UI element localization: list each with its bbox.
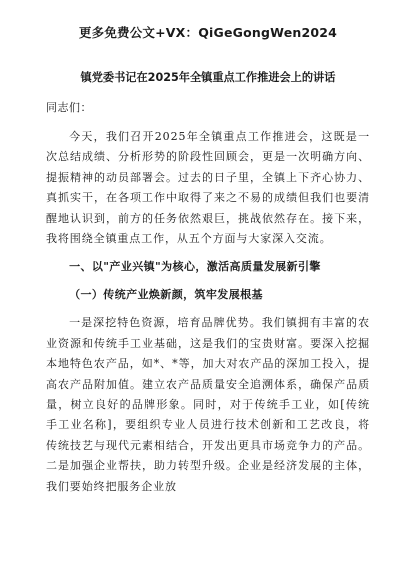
subsection-heading: （一）传统产业焕新颜，筑牢发展根基 — [69, 288, 263, 302]
document-title: 镇党委书记在2025年全镇重点工作推进会上的讲话 — [80, 71, 336, 84]
body-paragraph: 一是深挖特色资源，培育品牌优势。我们镇拥有丰富的农业资源和传统手工业基础，这是我们的宝贵财富。要深入挖掘本地特色农产品，如*、*等，加大对农产品的深加工投入，提高农产品附加值。建立农产品质量安全追溯体系，确保产品质量，树立良好的品牌形象。同时，对于传统手工业，如[传统手工业名称]，要组织专业人员进行技术创新和工艺改良，将传统技艺与现代元素相结合，开发出更具市场竞争力的产品。二是加强企业帮扶，助力转型升级。企业是经济发展的主体，我们要始终把服务企业放 — [46, 316, 370, 493]
section-heading: 一、以"产业兴镇"为核心，激活高质量发展新引擎 — [69, 260, 321, 274]
salutation: 同志们： — [46, 101, 92, 114]
intro-paragraph: 今天，我们召开2025年全镇重点工作推进会，这既是一次总结成绩、分析形势的阶段性回顾会，更是一次明确方向、提振精神的动员部署会。过去的日子里，全镇上下齐心协力、真抓实干，在各项工作中取得了来之不易的成绩但我们也要清醒地认识到，前方的任务依然艰巨，挑战依然存在。接下来，我将围绕全镇重点工作，从五个方面与大家深入交流。 — [46, 130, 370, 246]
watermark-header: 更多免费公文+VX：QiGeGongWen2024 — [78, 25, 338, 40]
